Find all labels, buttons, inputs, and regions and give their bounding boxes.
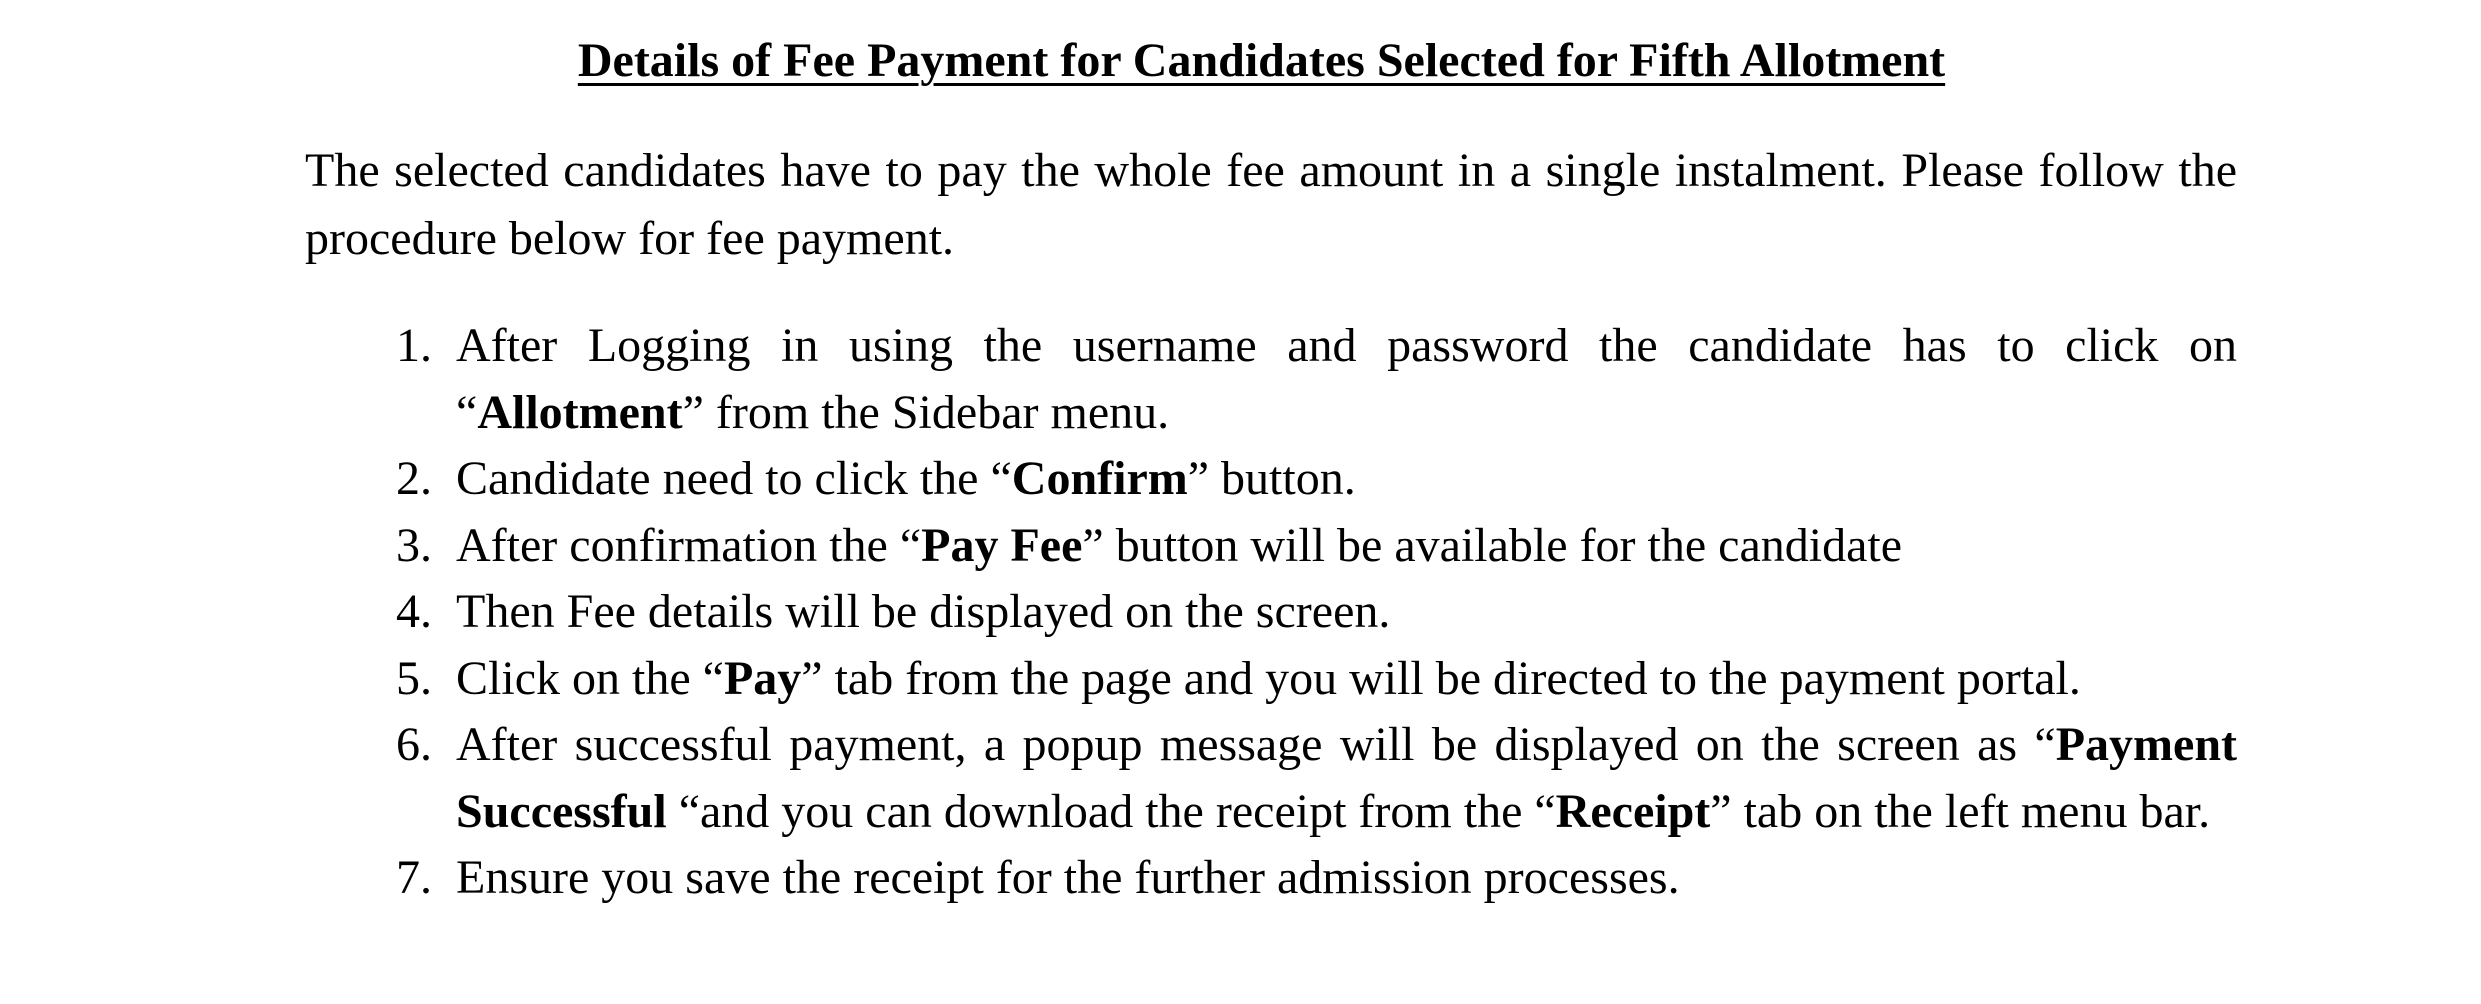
step-number-text: 7. (396, 851, 432, 904)
step-number-text: 2. (396, 452, 432, 505)
step-text-part: ” tab from the page and you will be directed to the payment portal. (801, 651, 2081, 705)
step-text-part: ” button will be available for the candidate (1082, 518, 1903, 572)
step-bold-term: Pay (723, 651, 802, 705)
step-text-part: After Logging in using the username and password the candidate has to click on “ (456, 319, 2237, 439)
step-text-part: After confirmation the “ (456, 518, 922, 572)
step-text-part: ” from the Sidebar menu. (682, 385, 1170, 439)
step-number (305, 513, 456, 580)
step-number-text: 3. (396, 518, 432, 572)
step-item-3 (305, 513, 2237, 580)
step-text-part: ” button. (1187, 452, 1356, 505)
step-bold-term: Payment Successful (456, 718, 2237, 838)
step-number (305, 313, 456, 380)
document-title: Details of Fee Payment for Candidates Selected for Fifth Allotment (577, 34, 1946, 87)
step-item-4 (305, 579, 2237, 646)
step-bold-term: Receipt (1555, 784, 1711, 838)
step-item-7 (305, 845, 2237, 912)
step-text: Ensure you save the receipt for the further admission processes. (456, 851, 1680, 904)
step-number (305, 712, 456, 779)
step-text (456, 446, 2237, 513)
step-text-part: ” tab on the left menu bar. (1710, 784, 2211, 838)
step-number (305, 579, 456, 646)
step-number-text: 1. (396, 319, 432, 372)
step-item-1 (305, 313, 2237, 446)
step-text (456, 513, 2237, 580)
step-text-part: “and you can download the receipt from the “ (666, 784, 1556, 838)
step-text-part: After successful payment, a popup message will be displayed on the screen as “ (456, 718, 2056, 771)
step-text (456, 313, 2237, 446)
procedure-steps-list (305, 313, 2237, 912)
step-item-2 (305, 446, 2237, 513)
step-text (456, 646, 2237, 713)
step-number (305, 446, 456, 513)
step-bold-term: Allotment (477, 385, 683, 439)
intro-paragraph: The selected candidates have to pay the whole fee amount in a single instalment. Please follow the procedure below for fee payment. (305, 144, 2237, 265)
step-text-part: Click on the “ (456, 651, 724, 705)
step-item-5 (305, 646, 2237, 713)
step-item-6 (305, 712, 2237, 845)
step-number (305, 646, 456, 713)
step-text-part: Candidate need to click the “ (456, 452, 1012, 505)
step-number-text: 6. (396, 718, 432, 771)
step-number-text: 5. (396, 651, 432, 705)
step-text: Then Fee details will be displayed on the screen. (456, 585, 1391, 638)
step-bold-term: Confirm (1011, 452, 1188, 505)
step-bold-term: Pay Fee (921, 518, 1083, 572)
step-number (305, 845, 456, 912)
step-number-text: 4. (396, 585, 432, 638)
step-text (456, 712, 2237, 845)
